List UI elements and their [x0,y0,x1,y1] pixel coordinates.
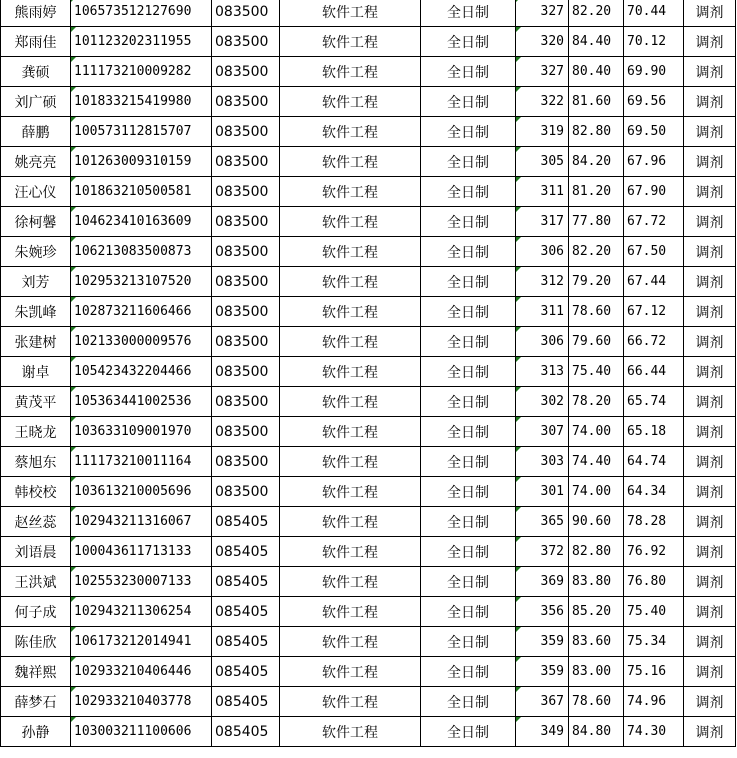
candidate-id-cell: 102943211316067 [71,507,212,537]
admission-type-cell: 调剂 [684,387,736,417]
study-mode-cell: 全日制 [421,387,516,417]
total-score-cell: 67.90 [624,177,684,207]
retest-score-cell: 83.60 [569,627,624,657]
major-name-cell: 软件工程 [280,117,421,147]
initial-score-cell: 311 [516,177,569,207]
retest-score-cell: 77.80 [569,207,624,237]
name-cell: 郑雨佳 [1,27,71,57]
admission-type-cell: 调剂 [684,447,736,477]
total-score-cell: 76.92 [624,537,684,567]
admission-type-cell: 调剂 [684,57,736,87]
major-code-cell: 085405 [212,627,280,657]
total-score-cell: 65.74 [624,387,684,417]
retest-score-cell: 74.40 [569,447,624,477]
major-code-cell: 083500 [212,57,280,87]
major-name-cell: 软件工程 [280,147,421,177]
study-mode-cell: 全日制 [421,207,516,237]
name-cell: 朱婉珍 [1,237,71,267]
study-mode-cell: 全日制 [421,27,516,57]
name-cell: 薛鹏 [1,117,71,147]
study-mode-cell: 全日制 [421,0,516,27]
admission-type-cell: 调剂 [684,567,736,597]
table-row [1,687,736,717]
study-mode-cell: 全日制 [421,417,516,447]
initial-score-cell: 306 [516,327,569,357]
major-code-cell: 083500 [212,387,280,417]
name-cell: 王晓龙 [1,417,71,447]
name-cell: 薛梦石 [1,687,71,717]
retest-score-cell: 81.60 [569,87,624,117]
admission-type-cell: 调剂 [684,687,736,717]
name-cell: 张建树 [1,327,71,357]
major-name-cell: 软件工程 [280,237,421,267]
study-mode-cell: 全日制 [421,117,516,147]
candidate-id-cell: 105363441002536 [71,387,212,417]
admission-type-cell: 调剂 [684,0,736,27]
admission-type-cell: 调剂 [684,657,736,687]
candidate-id-cell: 101263009310159 [71,147,212,177]
study-mode-cell: 全日制 [421,627,516,657]
initial-score-cell: 327 [516,57,569,87]
retest-score-cell: 83.80 [569,567,624,597]
name-cell: 朱凯峰 [1,297,71,327]
major-name-cell: 软件工程 [280,567,421,597]
table-row [1,387,736,417]
initial-score-cell: 306 [516,237,569,267]
candidate-id-cell: 100043611713133 [71,537,212,567]
study-mode-cell: 全日制 [421,717,516,747]
table-row [1,147,736,177]
total-score-cell: 67.44 [624,267,684,297]
admission-type-cell: 调剂 [684,717,736,747]
major-code-cell: 083500 [212,87,280,117]
initial-score-cell: 313 [516,357,569,387]
candidate-id-cell: 106173212014941 [71,627,212,657]
total-score-cell: 69.50 [624,117,684,147]
name-cell: 刘语晨 [1,537,71,567]
retest-score-cell: 81.20 [569,177,624,207]
major-name-cell: 软件工程 [280,687,421,717]
total-score-cell: 74.30 [624,717,684,747]
study-mode-cell: 全日制 [421,177,516,207]
study-mode-cell: 全日制 [421,537,516,567]
major-name-cell: 软件工程 [280,207,421,237]
candidate-id-cell: 104623410163609 [71,207,212,237]
initial-score-cell: 307 [516,417,569,447]
major-code-cell: 083500 [212,27,280,57]
retest-score-cell: 80.40 [569,57,624,87]
admission-type-cell: 调剂 [684,627,736,657]
table-row [1,357,736,387]
initial-score-cell: 349 [516,717,569,747]
table-row [1,237,736,267]
initial-score-cell: 317 [516,207,569,237]
admission-type-cell: 调剂 [684,537,736,567]
table-row [1,507,736,537]
name-cell: 何子成 [1,597,71,627]
total-score-cell: 64.74 [624,447,684,477]
retest-score-cell: 74.00 [569,477,624,507]
name-cell: 汪心仪 [1,177,71,207]
major-name-cell: 软件工程 [280,507,421,537]
admission-type-cell: 调剂 [684,147,736,177]
major-code-cell: 083500 [212,327,280,357]
candidate-id-cell: 102933210403778 [71,687,212,717]
admission-type-cell: 调剂 [684,357,736,387]
major-name-cell: 软件工程 [280,447,421,477]
total-score-cell: 75.34 [624,627,684,657]
candidate-id-cell: 100573112815707 [71,117,212,147]
admission-type-cell: 调剂 [684,267,736,297]
name-cell: 姚亮亮 [1,147,71,177]
table-row [1,417,736,447]
table-row [1,87,736,117]
major-code-cell: 083500 [212,237,280,267]
candidate-id-cell: 102933210406446 [71,657,212,687]
study-mode-cell: 全日制 [421,567,516,597]
major-name-cell: 软件工程 [280,357,421,387]
total-score-cell: 67.12 [624,297,684,327]
initial-score-cell: 365 [516,507,569,537]
candidate-id-cell: 111173210011164 [71,447,212,477]
table-row [1,627,736,657]
major-name-cell: 软件工程 [280,717,421,747]
name-cell: 韩校校 [1,477,71,507]
study-mode-cell: 全日制 [421,447,516,477]
retest-score-cell: 84.40 [569,27,624,57]
name-cell: 谢卓 [1,357,71,387]
study-mode-cell: 全日制 [421,57,516,87]
total-score-cell: 69.90 [624,57,684,87]
candidate-id-cell: 102133000009576 [71,327,212,357]
table-row [1,0,736,27]
major-name-cell: 软件工程 [280,597,421,627]
study-mode-cell: 全日制 [421,87,516,117]
total-score-cell: 67.72 [624,207,684,237]
name-cell: 魏祥熙 [1,657,71,687]
name-cell: 赵丝蕊 [1,507,71,537]
table-row [1,597,736,627]
table-row [1,537,736,567]
retest-score-cell: 75.40 [569,357,624,387]
retest-score-cell: 82.80 [569,117,624,147]
major-name-cell: 软件工程 [280,267,421,297]
table-row [1,657,736,687]
total-score-cell: 76.80 [624,567,684,597]
major-code-cell: 085405 [212,537,280,567]
retest-score-cell: 79.20 [569,267,624,297]
initial-score-cell: 303 [516,447,569,477]
retest-score-cell: 74.00 [569,417,624,447]
major-code-cell: 083500 [212,477,280,507]
table-row [1,327,736,357]
admission-type-cell: 调剂 [684,117,736,147]
initial-score-cell: 319 [516,117,569,147]
candidate-id-cell: 103633109001970 [71,417,212,447]
major-code-cell: 083500 [212,147,280,177]
name-cell: 王洪斌 [1,567,71,597]
total-score-cell: 69.56 [624,87,684,117]
retest-score-cell: 82.20 [569,237,624,267]
table-row [1,477,736,507]
name-cell: 孙静 [1,717,71,747]
table-row [1,717,736,747]
candidate-id-cell: 105423432204466 [71,357,212,387]
table-body [1,0,736,747]
major-code-cell: 085405 [212,507,280,537]
admission-type-cell: 调剂 [684,597,736,627]
table-row [1,567,736,597]
initial-score-cell: 322 [516,87,569,117]
candidate-id-cell: 103003211100606 [71,717,212,747]
study-mode-cell: 全日制 [421,297,516,327]
candidate-id-cell: 101123202311955 [71,27,212,57]
initial-score-cell: 327 [516,0,569,27]
major-name-cell: 软件工程 [280,327,421,357]
initial-score-cell: 359 [516,657,569,687]
major-name-cell: 软件工程 [280,297,421,327]
candidate-id-cell: 102943211306254 [71,597,212,627]
admission-type-cell: 调剂 [684,87,736,117]
admission-type-cell: 调剂 [684,207,736,237]
major-code-cell: 085405 [212,687,280,717]
admission-type-cell: 调剂 [684,507,736,537]
candidate-id-cell: 101863210500581 [71,177,212,207]
study-mode-cell: 全日制 [421,687,516,717]
major-code-cell: 085405 [212,597,280,627]
retest-score-cell: 83.00 [569,657,624,687]
total-score-cell: 75.16 [624,657,684,687]
major-code-cell: 085405 [212,657,280,687]
candidate-id-cell: 102553230007133 [71,567,212,597]
table-row [1,177,736,207]
table-row [1,57,736,87]
major-name-cell: 软件工程 [280,387,421,417]
initial-score-cell: 302 [516,387,569,417]
initial-score-cell: 301 [516,477,569,507]
candidate-id-cell: 103613210005696 [71,477,212,507]
initial-score-cell: 367 [516,687,569,717]
candidate-id-cell: 102953213107520 [71,267,212,297]
major-name-cell: 软件工程 [280,417,421,447]
major-name-cell: 软件工程 [280,57,421,87]
total-score-cell: 66.72 [624,327,684,357]
retest-score-cell: 78.20 [569,387,624,417]
major-name-cell: 软件工程 [280,627,421,657]
admission-type-cell: 调剂 [684,27,736,57]
initial-score-cell: 311 [516,297,569,327]
total-score-cell: 65.18 [624,417,684,447]
total-score-cell: 78.28 [624,507,684,537]
initial-score-cell: 372 [516,537,569,567]
initial-score-cell: 312 [516,267,569,297]
major-code-cell: 085405 [212,567,280,597]
retest-score-cell: 78.60 [569,687,624,717]
initial-score-cell: 356 [516,597,569,627]
name-cell: 刘芳 [1,267,71,297]
candidate-id-cell: 101833215419980 [71,87,212,117]
candidate-id-cell: 111173210009282 [71,57,212,87]
study-mode-cell: 全日制 [421,267,516,297]
major-code-cell: 083500 [212,447,280,477]
major-name-cell: 软件工程 [280,657,421,687]
table-row [1,297,736,327]
major-code-cell: 083500 [212,207,280,237]
total-score-cell: 70.12 [624,27,684,57]
study-mode-cell: 全日制 [421,147,516,177]
name-cell: 蔡旭东 [1,447,71,477]
admission-type-cell: 调剂 [684,417,736,447]
candidate-id-cell: 102873211606466 [71,297,212,327]
admission-type-cell: 调剂 [684,477,736,507]
name-cell: 熊雨婷 [1,0,71,27]
major-code-cell: 083500 [212,417,280,447]
table-row [1,27,736,57]
major-code-cell: 085405 [212,717,280,747]
table-row [1,267,736,297]
initial-score-cell: 359 [516,627,569,657]
study-mode-cell: 全日制 [421,507,516,537]
name-cell: 徐柯馨 [1,207,71,237]
name-cell: 陈佳欣 [1,627,71,657]
study-mode-cell: 全日制 [421,237,516,267]
major-name-cell: 软件工程 [280,537,421,567]
retest-score-cell: 78.60 [569,297,624,327]
major-code-cell: 083500 [212,267,280,297]
total-score-cell: 64.34 [624,477,684,507]
candidate-id-cell: 106573512127690 [71,0,212,27]
initial-score-cell: 369 [516,567,569,597]
study-mode-cell: 全日制 [421,657,516,687]
major-code-cell: 083500 [212,177,280,207]
study-mode-cell: 全日制 [421,327,516,357]
total-score-cell: 67.50 [624,237,684,267]
retest-score-cell: 90.60 [569,507,624,537]
major-code-cell: 083500 [212,117,280,147]
table-row [1,117,736,147]
admission-type-cell: 调剂 [684,297,736,327]
retest-score-cell: 82.20 [569,0,624,27]
major-name-cell: 软件工程 [280,27,421,57]
admission-type-cell: 调剂 [684,237,736,267]
total-score-cell: 75.40 [624,597,684,627]
retest-score-cell: 82.80 [569,537,624,567]
major-name-cell: 软件工程 [280,87,421,117]
total-score-cell: 70.44 [624,0,684,27]
retest-score-cell: 84.80 [569,717,624,747]
major-name-cell: 软件工程 [280,177,421,207]
admission-type-cell: 调剂 [684,177,736,207]
total-score-cell: 67.96 [624,147,684,177]
name-cell: 龚硕 [1,57,71,87]
major-code-cell: 083500 [212,297,280,327]
admission-type-cell: 调剂 [684,327,736,357]
major-name-cell: 软件工程 [280,0,421,27]
total-score-cell: 74.96 [624,687,684,717]
retest-score-cell: 84.20 [569,147,624,177]
study-mode-cell: 全日制 [421,357,516,387]
major-code-cell: 083500 [212,357,280,387]
initial-score-cell: 305 [516,147,569,177]
major-name-cell: 软件工程 [280,477,421,507]
retest-score-cell: 79.60 [569,327,624,357]
name-cell: 刘广硕 [1,87,71,117]
initial-score-cell: 320 [516,27,569,57]
study-mode-cell: 全日制 [421,597,516,627]
study-mode-cell: 全日制 [421,477,516,507]
candidate-id-cell: 106213083500873 [71,237,212,267]
table-row [1,447,736,477]
name-cell: 黄茂平 [1,387,71,417]
retest-score-cell: 85.20 [569,597,624,627]
major-code-cell: 083500 [212,0,280,27]
total-score-cell: 66.44 [624,357,684,387]
table-row [1,207,736,237]
